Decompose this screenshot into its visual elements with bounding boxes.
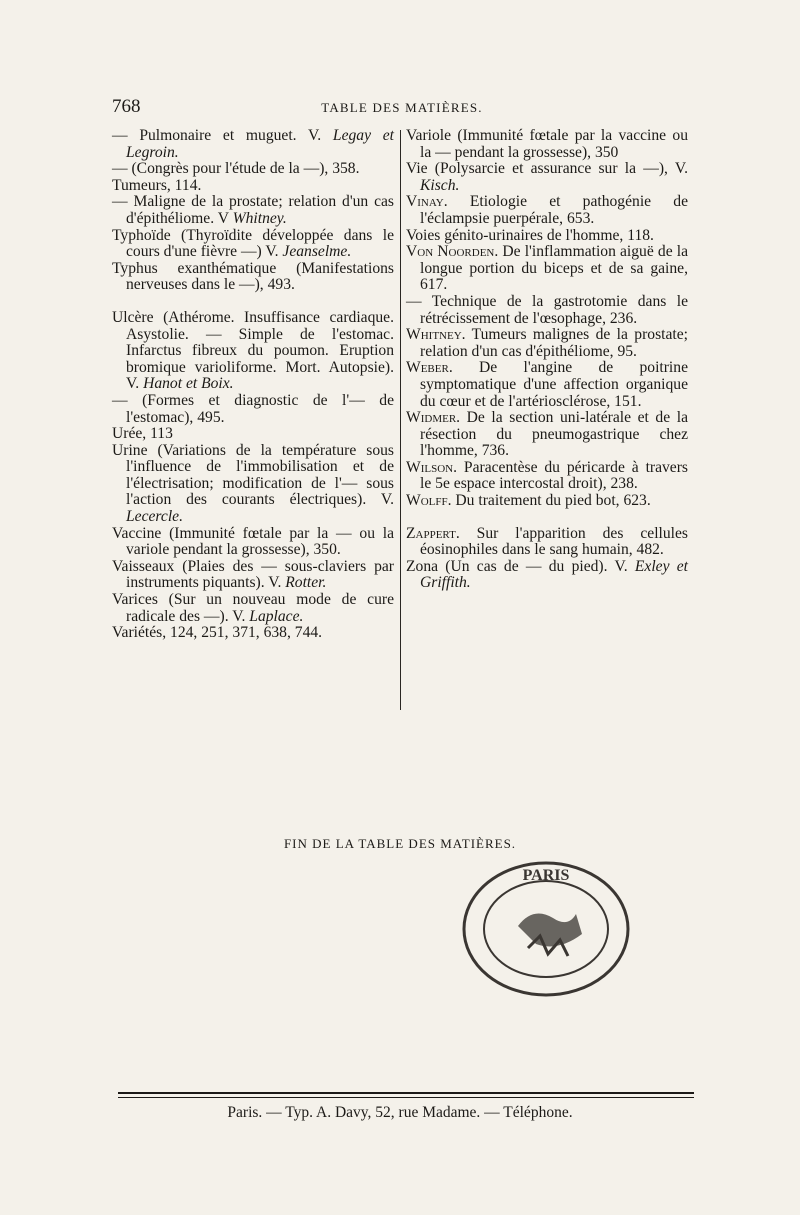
index-entry (406, 559, 688, 592)
entry-text: Vie (Polysarcie et assurance sur la —), V. (406, 160, 688, 178)
library-stamp (458, 856, 634, 1002)
index-entry (112, 310, 394, 393)
entry-text: Typhoïde (Thyroïdite développée dans le cours d'une fièvre —) V. (112, 226, 394, 261)
entry-text: Etiologie et pathogénie de l'éclampsie puerpérale, 653. (420, 193, 688, 227)
index-entry (406, 228, 688, 245)
index-entry (406, 161, 688, 194)
index-entry (112, 426, 394, 443)
end-note: FIN DE LA TABLE DES MATIÈRES. (283, 836, 517, 851)
index-entry (406, 327, 688, 360)
page-header (112, 96, 692, 120)
index-entry (112, 178, 394, 195)
entry-text: Variole (Immunité fœtale par la vaccine ou la — pendant la grossesse), 350 (406, 127, 688, 161)
entry-text: — (Formes et diagnostic de l'— de l'estomac), 495. (112, 391, 394, 426)
index-entry (112, 393, 394, 426)
entry-text: Sur l'apparition des cellules éosinophiles dans le sang humain, 482. (420, 524, 688, 559)
entry-reference: Hanot et Boix. (143, 375, 234, 393)
entry-text: Urine (Variations de la température sous l'influence de l'immobilisation et de l'électrisation; modification de l'— sous l'action des courants électriques). V. (112, 441, 394, 509)
entry-reference: Laplace. (249, 607, 304, 625)
index-entry (112, 261, 394, 294)
entry-reference: Lecercle. (126, 508, 183, 526)
author-name: Whitney. (406, 326, 466, 344)
entry-text: Tumeurs, 114. (112, 176, 202, 194)
index-entry (112, 526, 394, 559)
entry-text: Voies génito-urinaires de l'homme, 118. (406, 226, 654, 244)
entry-reference: Whitney. (232, 209, 287, 227)
index-entry (406, 128, 688, 161)
entry-text: Urée, 113 (112, 425, 173, 443)
footer-rule (118, 1092, 694, 1098)
author-name: Von Noorden. (406, 243, 499, 261)
entry-text: — Maligne de la prostate; relation d'un cas d'épithéliome. V (112, 193, 394, 227)
index-entry (112, 128, 394, 161)
stamp-seal-icon (458, 856, 634, 1002)
page-number: 768 (112, 96, 141, 117)
entry-text: Typhus exanthématique (Manifestations nerveuses dans le —), 493. (112, 259, 394, 294)
entry-text: Du traitement du pied bot, 623. (451, 492, 651, 510)
entry-text: Ulcère (Athérome. Insuffisance cardiaque. Asystolie. — Simple de l'estomac. Infarctus fibreux du poumon. Eruption bromique varioliforme. Mort. Autopsie). V. (112, 308, 394, 393)
right-column (406, 128, 688, 592)
index-entry (406, 410, 688, 460)
entry-text: Tumeurs malignes de la prostate; relation d'un cas d'épithéliome, 95. (420, 326, 688, 360)
left-column (112, 128, 394, 642)
entry-text: — Technique de la gastrotomie dans le rétrécissement de l'œsophage, 236. (406, 292, 688, 327)
index-entry (406, 360, 688, 410)
entry-reference: Rotter. (285, 574, 327, 592)
entry-text: Vaccine (Immunité fœtale par la — ou la variole pendant la grossesse), 350. (112, 524, 394, 559)
entry-text: Variétés, 124, 251, 371, 638, 744. (112, 624, 323, 642)
author-name: Zappert. (406, 524, 460, 542)
entry-text: Paracentèse du péricarde à travers le 5e espace intercostal droit), 238. (420, 458, 688, 493)
index-entry (406, 294, 688, 327)
entry-reference: Kisch. (420, 176, 460, 194)
entry-text: Zona (Un cas de — du pied). V. (406, 557, 635, 575)
author-name: Weber. (406, 359, 453, 377)
index-entry (112, 625, 394, 642)
index-entry (406, 460, 688, 493)
column-divider (400, 130, 401, 710)
entry-reference: Exley et Griffith. (420, 557, 688, 592)
index-entry (112, 559, 394, 592)
index-entry (112, 194, 394, 227)
entry-text: Varices (Sur un nouveau mode de cure radicale des —). V. (112, 591, 394, 625)
running-head: TABLE DES MATIÈRES. (321, 100, 483, 115)
printer-imprint: Paris. — Typ. A. Davy, 52, rue Madame. — Téléphone. (227, 1104, 573, 1121)
entry-reference: Jeanselme. (282, 243, 352, 261)
index-entry (406, 493, 688, 510)
index-entry (112, 161, 394, 178)
entry-text: De l'inflammation aiguë de la longue portion du biceps et de sa gaine, 617. (420, 243, 688, 294)
author-name: Wolff. (406, 492, 452, 510)
author-name: Widmer. (406, 409, 461, 427)
entry-text: Vaisseaux (Plaies des — sous-claviers par instruments piquants). V. (112, 557, 394, 592)
entry-text: — (Congrès pour l'étude de la —), 358. (112, 160, 360, 178)
stamp-text: PARIS (522, 867, 570, 884)
entry-text: De la section uni-latérale et de la résection du pneumogastrique chez l'homme, 736. (420, 409, 688, 460)
index-entry (406, 526, 688, 559)
index-columns (112, 128, 692, 718)
index-entry (112, 592, 394, 625)
index-entry (112, 443, 394, 526)
index-entry (406, 244, 688, 294)
entry-text: — Pulmonaire et muguet. V. (112, 127, 333, 144)
index-entry (406, 194, 688, 227)
author-name: Wilson. (406, 458, 458, 476)
entry-text: De l'angine de poitrine symptomatique d'une affection organique du cœur et de l'artériosclérose, 151. (420, 359, 688, 410)
index-entry (112, 228, 394, 261)
author-name: Vinay. (406, 193, 448, 211)
entry-reference: Legay et Legroin. (126, 127, 394, 161)
